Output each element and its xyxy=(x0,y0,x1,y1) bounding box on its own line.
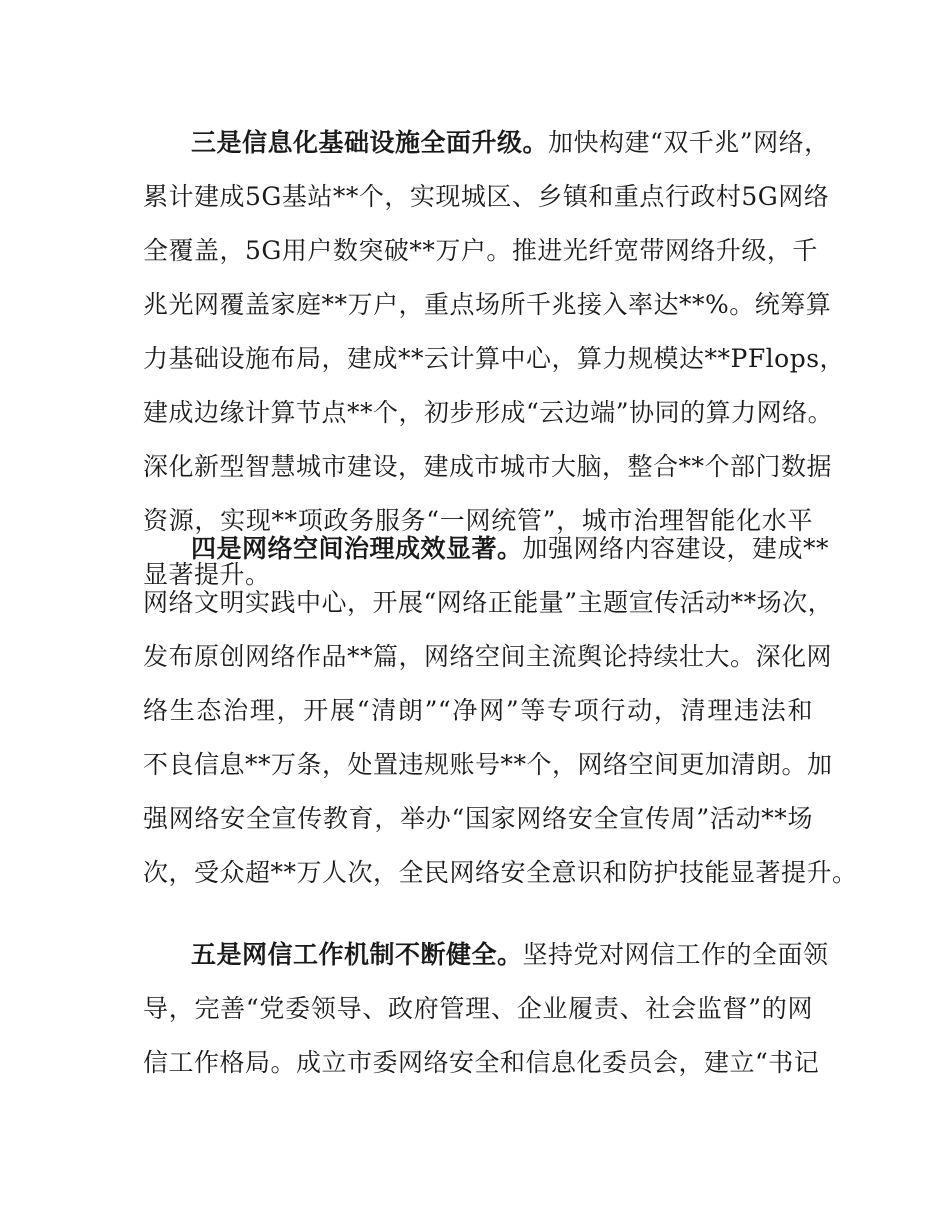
line-text: 加强网络内容建设，建成** xyxy=(522,534,830,563)
text-line: 信工作格局。成立市委网络安全和信息化委员会，建立“书记 xyxy=(143,1048,820,1077)
paragraph-lead: 五是网信工作机制不断健全。 xyxy=(191,940,523,969)
paragraph-first-line xyxy=(143,522,830,576)
paragraph-first-line xyxy=(143,116,830,170)
paragraph-lead: 四是网络空间治理成效显著。 xyxy=(191,534,523,563)
text-line: 兆光网覆盖家庭**万户，重点场所千兆接入率达**%。统筹算 xyxy=(143,290,832,319)
text-line: 强网络安全宣传教育，举办“国家网络安全宣传周”活动**场 xyxy=(143,804,813,833)
text-line: 络生态治理，开展“清朗”“净网”等专项行动，清理违法和 xyxy=(143,696,813,725)
text-line: 深化新型智慧城市建设，建成市城市大脑，整合**个部门数据 xyxy=(143,452,833,481)
text-line: 显著提升。 xyxy=(143,560,271,589)
text-line: 导，完善“党委领导、政府管理、企业履责、社会监督”的网 xyxy=(143,994,813,1023)
text-line: 力基础设施布局，建成**云计算中心，算力规模达**PFlops， xyxy=(143,344,846,373)
paragraph-first-line xyxy=(143,928,829,982)
paragraph-lead: 三是信息化基础设施全面升级。 xyxy=(191,128,549,157)
text-line: 累计建成5G基站**个，实现城区、乡镇和重点行政村5G网络 xyxy=(143,182,830,211)
text-line: 不良信息**万条，处置违规账号**个，网络空间更加清朗。加 xyxy=(143,750,833,779)
text-line: 发布原创网络作品**篇，网络空间主流舆论持续壮大。深化网 xyxy=(143,642,833,671)
line-text: 坚持党对网信工作的全面领 xyxy=(522,940,829,969)
text-line: 全覆盖，5G用户数突破**万户。推进光纤宽带网络升级，千 xyxy=(143,236,818,265)
text-line: 建成边缘计算节点**个，初步形成“云边端”协同的算力网络。 xyxy=(143,398,834,427)
text-line: 次，受众超**万人次，全民网络安全意识和防护技能显著提升。 xyxy=(143,858,858,887)
text-line: 资源，实现**项政务服务“一网统管”，城市治理智能化水平 xyxy=(143,506,813,535)
line-text: 加快构建“双千兆”网络， xyxy=(548,128,830,157)
paragraph-work-mechanism xyxy=(143,928,829,1090)
paragraph-cyberspace-governance xyxy=(143,522,858,900)
text-line: 网络文明实践中心，开展“网络正能量”主题宣传活动**场次， xyxy=(143,588,834,617)
